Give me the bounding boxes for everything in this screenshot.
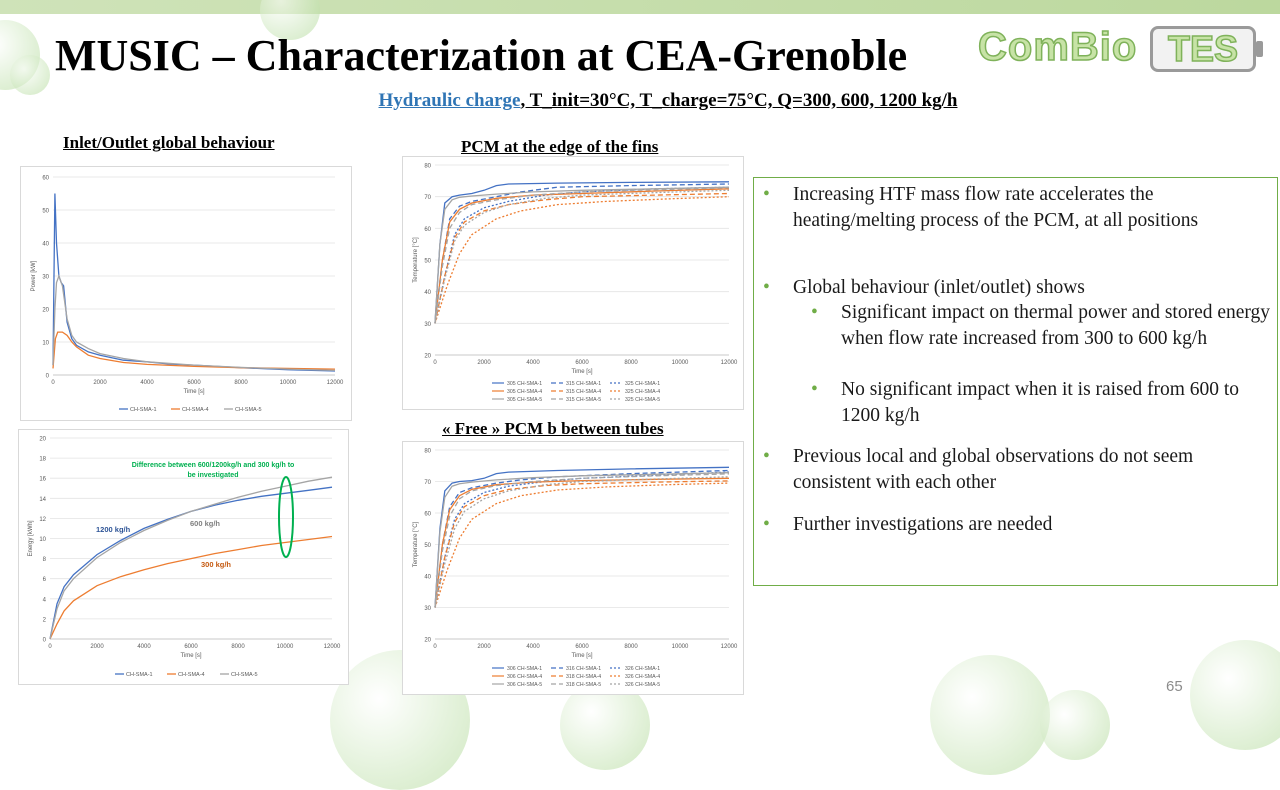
legend-label: 315 CH-SMA-1 — [566, 381, 602, 387]
y-tick-label: 20 — [424, 637, 431, 644]
x-axis-label: Time [s] — [180, 653, 202, 659]
legend-label: 315 CH-SMA-5 — [566, 397, 602, 403]
logo-text-tes: TES — [1167, 28, 1238, 69]
x-tick-label: 0 — [433, 360, 437, 366]
legend-label: 326 CH-SMA-5 — [625, 682, 661, 688]
free-chart-box — [402, 441, 744, 695]
y-axis-label: Energy [kWh] — [28, 520, 34, 557]
bullet-item — [763, 512, 1263, 538]
x-tick-label: 2000 — [477, 644, 491, 650]
y-tick-label: 20 — [42, 307, 49, 314]
y-tick-label: 50 — [424, 543, 431, 549]
x-axis-label: Time [s] — [571, 653, 593, 659]
sub-bullet-item — [811, 377, 1271, 429]
y-tick-label: 80 — [424, 448, 431, 455]
power-chart-box — [20, 166, 352, 421]
legend-label: 305 CH-SMA-5 — [507, 397, 543, 403]
y-tick-label: 0 — [45, 373, 49, 380]
power-chart-title: Inlet/Outlet global behaviour — [63, 133, 275, 152]
legend-label: 325 CH-SMA-5 — [625, 397, 661, 403]
y-tick-label: 70 — [424, 195, 431, 202]
annotation-line-1: Difference between 600/1200kg/h and 300 kg/h to — [131, 462, 295, 469]
bullet-dot: • — [763, 184, 770, 205]
legend-label: 325 CH-SMA-4 — [625, 389, 661, 395]
slide-title: MUSIC – Characterization at CEA-Grenoble — [55, 31, 908, 80]
y-tick-label: 60 — [424, 511, 431, 518]
series-line — [435, 472, 729, 607]
x-axis-label: Time [s] — [183, 389, 205, 395]
series-line — [435, 474, 729, 608]
legend-label: 306 CH-SMA-4 — [507, 674, 543, 680]
fins-chart-box — [402, 156, 744, 410]
subtitle-highlight: Hydraulic charge — [378, 90, 521, 111]
x-tick-label: 10000 — [671, 360, 689, 366]
y-tick-label: 20 — [39, 436, 46, 443]
x-tick-label: 8000 — [624, 644, 638, 650]
series-line — [435, 483, 729, 607]
bullet-item — [763, 275, 1263, 301]
x-tick-label: 6000 — [575, 644, 589, 650]
y-tick-label: 50 — [42, 208, 49, 215]
y-tick-label: 16 — [39, 476, 46, 483]
y-tick-label: 30 — [424, 321, 431, 328]
bullet-text: Significant impact on thermal power and stored energy when flow rate increased from 300 to 600 kg/h — [841, 302, 1271, 349]
y-tick-label: 2 — [42, 617, 46, 624]
x-tick-label: 12000 — [720, 644, 738, 650]
bullet-text: Further investigations are needed — [793, 514, 1053, 535]
bullet-text: Previous local and global observations do not seem consistent with each other — [793, 446, 1194, 493]
bullet-dot: • — [811, 379, 818, 400]
series-line — [435, 189, 729, 323]
energy-chart-box — [18, 429, 349, 685]
y-tick-label: 6 — [42, 577, 46, 584]
x-tick-label: 10000 — [276, 644, 294, 650]
series-line — [435, 184, 729, 323]
x-tick-label: 8000 — [231, 644, 245, 650]
legend-label: CH-SMA-1 — [130, 407, 157, 413]
series-line — [435, 187, 729, 323]
x-tick-label: 12000 — [323, 644, 341, 650]
legend-label: 306 CH-SMA-5 — [507, 682, 543, 688]
x-tick-label: 4000 — [526, 644, 540, 650]
y-tick-label: 4 — [42, 597, 46, 604]
x-tick-label: 2000 — [90, 644, 104, 650]
series-label-1200: 1200 kg/h — [96, 525, 131, 534]
series-line — [53, 276, 335, 370]
bullet-dot: • — [763, 446, 770, 467]
y-tick-label: 70 — [424, 480, 431, 486]
annotation-line-2: be investigated — [187, 472, 239, 479]
y-tick-label: 60 — [424, 226, 431, 233]
legend-label: 318 CH-SMA-5 — [566, 682, 602, 688]
x-tick-label: 6000 — [187, 380, 201, 386]
y-tick-label: 40 — [424, 574, 431, 581]
y-tick-label: 30 — [424, 606, 431, 612]
x-tick-label: 10000 — [671, 644, 689, 650]
legend-label: CH-SMA-5 — [231, 672, 258, 678]
series-line — [53, 194, 335, 372]
bubble-decor — [10, 55, 50, 95]
logo-battery-shape — [1150, 26, 1256, 72]
x-tick-label: 8000 — [624, 360, 638, 366]
y-tick-label: 14 — [39, 496, 46, 503]
legend-label: 325 CH-SMA-1 — [625, 381, 661, 387]
y-tick-label: 18 — [39, 456, 46, 463]
x-tick-label: 4000 — [137, 644, 151, 650]
x-tick-label: 0 — [51, 380, 55, 386]
y-tick-label: 12 — [39, 516, 46, 523]
energy-chart — [19, 430, 348, 684]
x-tick-label: 8000 — [234, 380, 248, 386]
x-tick-label: 2000 — [477, 360, 491, 366]
page-number: 65 — [1166, 678, 1183, 695]
y-tick-label: 0 — [42, 637, 46, 644]
y-tick-label: 40 — [42, 241, 49, 248]
legend-label: 315 CH-SMA-4 — [566, 389, 602, 395]
series-line — [435, 478, 729, 607]
sub-bullet-item — [811, 300, 1271, 352]
legend-label: 306 CH-SMA-1 — [507, 666, 543, 672]
series-line — [53, 332, 335, 369]
legend-label: 305 CH-SMA-4 — [507, 389, 543, 395]
x-tick-label: 2000 — [93, 380, 107, 386]
legend-label: 318 CH-SMA-4 — [566, 674, 602, 680]
x-tick-label: 4000 — [140, 380, 154, 386]
slide-subtitle — [0, 90, 1280, 112]
bullet-dot: • — [811, 302, 818, 323]
observations-box — [753, 177, 1278, 586]
legend-label: CH-SMA-1 — [126, 672, 153, 678]
x-tick-label: 12000 — [720, 360, 738, 366]
combiotes-logo — [978, 24, 1263, 70]
x-tick-label: 10000 — [279, 380, 297, 386]
y-tick-label: 20 — [424, 353, 431, 360]
y-tick-label: 80 — [424, 163, 431, 170]
free-chart — [403, 442, 743, 694]
bubble-decor — [1040, 690, 1110, 760]
y-axis-label: Power [kW] — [31, 260, 37, 292]
logo-text-combio: ComBio — [978, 25, 1138, 69]
y-axis-label: Temperature [°C] — [413, 237, 419, 283]
free-chart-title: « Free » PCM b between tubes — [442, 419, 664, 438]
highlight-ellipse — [279, 477, 293, 557]
subtitle-rest: , T_init=30°C, T_charge=75°C, Q=300, 600, 1200 kg/h — [520, 90, 958, 111]
legend-label: 305 CH-SMA-1 — [507, 381, 543, 387]
legend-label: CH-SMA-4 — [182, 407, 209, 413]
bullet-text: Increasing HTF mass flow rate accelerates the heating/melting process of the PCM, at all positions — [793, 184, 1199, 231]
legend-label: 326 CH-SMA-1 — [625, 666, 661, 672]
y-tick-label: 10 — [42, 340, 49, 347]
fins-chart — [403, 157, 743, 409]
y-tick-label: 40 — [424, 290, 431, 297]
series-line — [435, 477, 729, 608]
fins-chart-title: PCM at the edge of the fins — [461, 137, 659, 156]
bubble-decor — [930, 655, 1050, 775]
legend-label: CH-SMA-4 — [178, 672, 205, 678]
bullet-text: No significant impact when it is raised from 600 to 1200 kg/h — [841, 379, 1240, 426]
legend-label: CH-SMA-5 — [235, 407, 262, 413]
y-tick-label: 10 — [39, 537, 46, 543]
y-axis-label: Temperature [°C] — [413, 521, 419, 568]
series-line — [435, 473, 729, 608]
x-tick-label: 0 — [433, 644, 437, 650]
bullet-item — [763, 444, 1263, 496]
legend-label: 316 CH-SMA-1 — [566, 666, 602, 672]
series-label-600: 600 kg/h — [190, 519, 221, 528]
y-tick-label: 30 — [42, 274, 49, 281]
x-tick-label: 6000 — [575, 360, 589, 366]
y-tick-label: 60 — [42, 175, 49, 182]
x-axis-label: Time [s] — [571, 369, 593, 375]
x-tick-label: 0 — [48, 644, 52, 650]
series-line — [435, 187, 729, 323]
legend-label: 326 CH-SMA-4 — [625, 674, 661, 680]
series-label-300: 300 kg/h — [201, 560, 232, 569]
series-line — [435, 471, 729, 608]
x-tick-label: 6000 — [184, 644, 198, 650]
x-tick-label: 12000 — [326, 380, 344, 386]
power-chart — [21, 167, 351, 420]
series-line — [435, 190, 729, 323]
series-line — [435, 188, 729, 323]
series-line — [435, 194, 729, 324]
bullet-dot: • — [763, 277, 770, 298]
y-tick-label: 8 — [42, 557, 46, 564]
y-tick-label: 50 — [424, 258, 431, 265]
bullet-text: Global behaviour (inlet/outlet) shows — [793, 277, 1085, 298]
top-decor-bar — [0, 0, 1280, 14]
series-line — [50, 487, 332, 639]
bubble-decor — [1190, 640, 1280, 750]
bullet-dot: • — [763, 514, 770, 535]
x-tick-label: 4000 — [526, 360, 540, 366]
bullet-item — [763, 182, 1263, 234]
